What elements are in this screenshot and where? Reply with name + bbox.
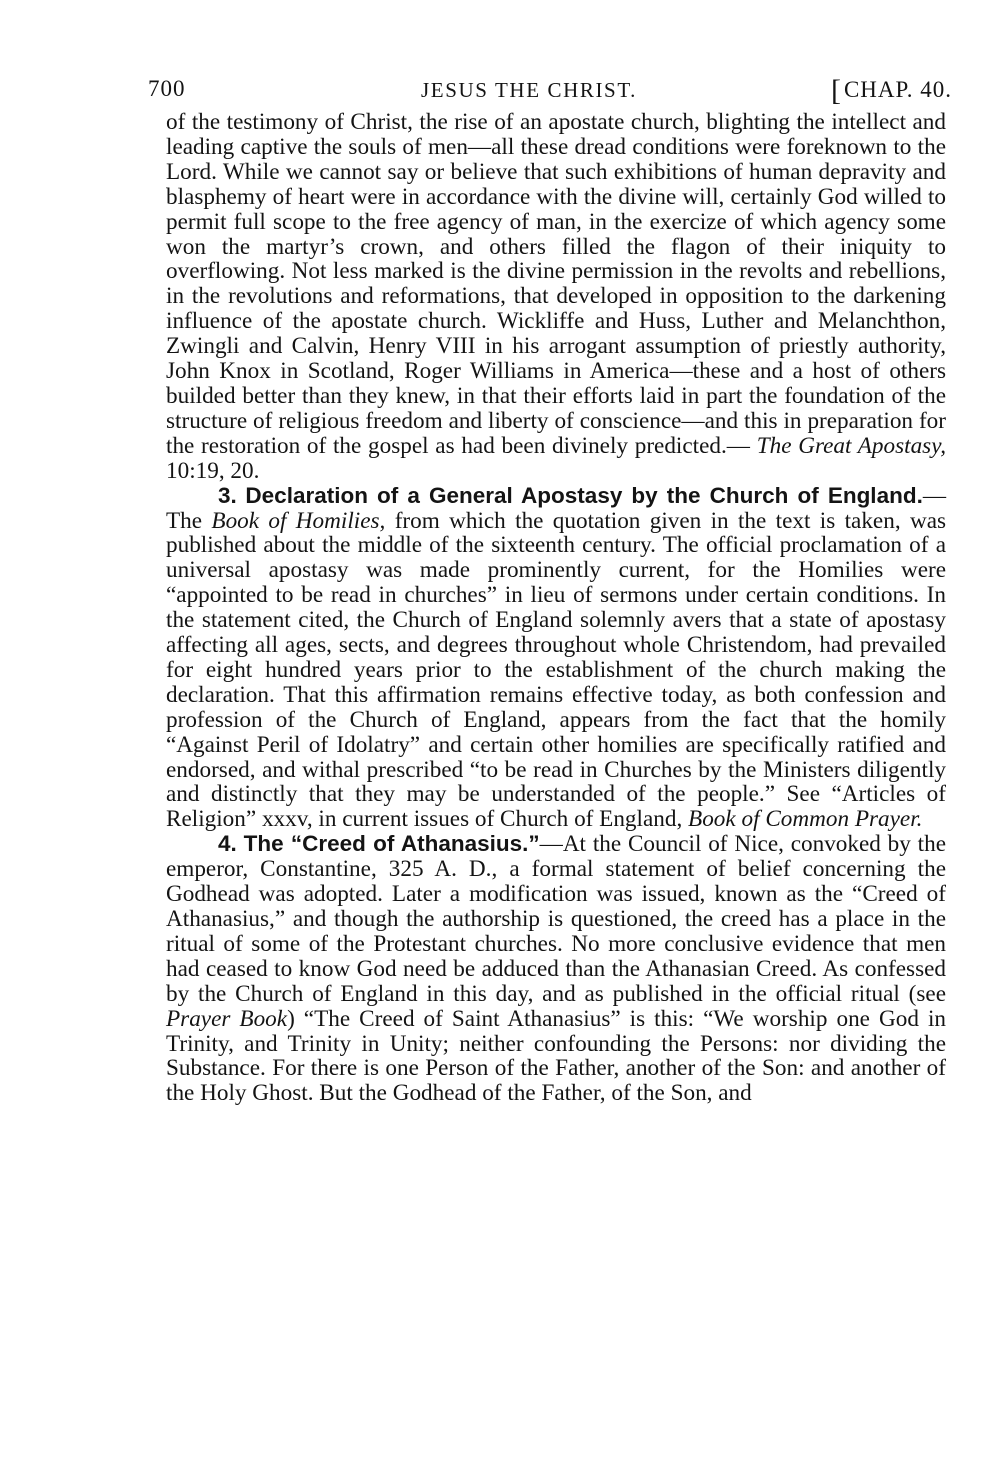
note-4: [166, 832, 946, 1106]
chapter-text: CHAP. 40.: [843, 77, 952, 102]
note-3-heading: Declaration of a General Apostasy by the Church of England.: [245, 482, 923, 508]
chapter-label: [831, 74, 952, 108]
note-4-dash: —: [539, 831, 563, 858]
note-3-prayer-book-title: Book of Common Prayer.: [688, 806, 923, 833]
note-4-text-end: ) “The Creed of Saint Athanasius” is this: “We worship one God in Trinity, and Trinity in Unity; neither confounding the Persons: nor dividing the Substance. For there is one Person of the Father, another of the Son: and another of the Holy Ghost. But the Godhead of the Father, of the Son, and: [166, 1005, 946, 1107]
chapter-bracket: [: [830, 74, 842, 107]
book-page: [148, 70, 952, 1107]
source-reference: 10:19, 20.: [166, 457, 260, 484]
continuation-text: of the testimony of Christ, the rise of an apostate church, blighting the intellect and leading captive the souls of men—all these dread conditions were foreknown to the Lord. While we cannot say or believe that such exhibitions of human depravity and blasphemy of heart were in accordance with the divine will, certainly God willed to permit full scope to the free agency of man, in the exercize of which agency some won the martyr’s crown, and others filled the flagon of their iniquity to overflowing. Not less marked is the divine permission in the revolts and rebellions, in the revolutions and reformations, that developed in opposition to the darkening influence of the apostate church. Wickliffe and Huss, Luther and Melanchthon, Zwingli and Calvin, Henry VIII in his arrogant assumption of priestly authority, John Knox in Scotland, Roger Williams in America—these and a host of others builded better than they knew, in that their efforts laid in part the foundation of the structure of religious freedom and liberty of conscience—and this in preparation for the restoration of the gospel as had been divinely predicted.—: [166, 109, 946, 459]
note-4-number: 4.: [218, 831, 237, 857]
note-3-book-title: Book of Homilies,: [211, 507, 386, 534]
running-head: [148, 70, 952, 110]
source-title: The Great Apostasy,: [756, 432, 947, 459]
page-number: 700: [148, 76, 186, 101]
running-title: JESUS THE CHRIST.: [421, 78, 638, 102]
continuation-paragraph: [166, 110, 946, 484]
note-4-text: At the Council of Nice, convoked by the emperor, Constantine, 325 A. D., a formal statement of belief concerning the Godhead was adopted. Later a modification was issued, known as the “Creed of Athanasius,” and though the authorship is questioned, the creed has a place in the ritual of some of the Protestant churches. No more conclusive evidence that men had ceased to know God need be adduced than the Athanasian Creed. As confessed by the Church of England in this day, and as published in the official ritual (see: [166, 831, 947, 1007]
note-3-dash: —: [922, 482, 947, 509]
note-3-number: 3.: [218, 482, 237, 508]
note-4-prayer-book: Prayer Book: [166, 1005, 288, 1032]
page-body: [166, 110, 946, 1106]
note-3-text-before: The: [166, 507, 203, 534]
note-3-text: from which the quotation given in the text is taken, was published about the middle of the sixteenth century. The official proclamation of a universal apostasy was made prominently current, for the Homilies were “appointed to be read in churches” in lieu of sermons under certain conditions. In the statement cited, the Church of England solemnly avers that a state of apostasy affecting all ages, sects, and degrees throughout whole Christendom, had prevailed for eight hundred years prior to the establishment of the church making the declaration. That this affirmation remains effective today, as both confession and profession of the Church of England, appears from the fact that the homily “Against Peril of Idolatry” and certain other homilies are specifically ratified and endorsed, and withal prescribed “to be read in Churches by the Ministers diligently and distinctly that they may be understanded of the people.” See “Articles of Religion” xxxv, in current issues of Church of England,: [166, 507, 947, 833]
note-3: [166, 484, 946, 833]
note-4-heading: The “Creed of Athanasius.”: [243, 831, 540, 857]
